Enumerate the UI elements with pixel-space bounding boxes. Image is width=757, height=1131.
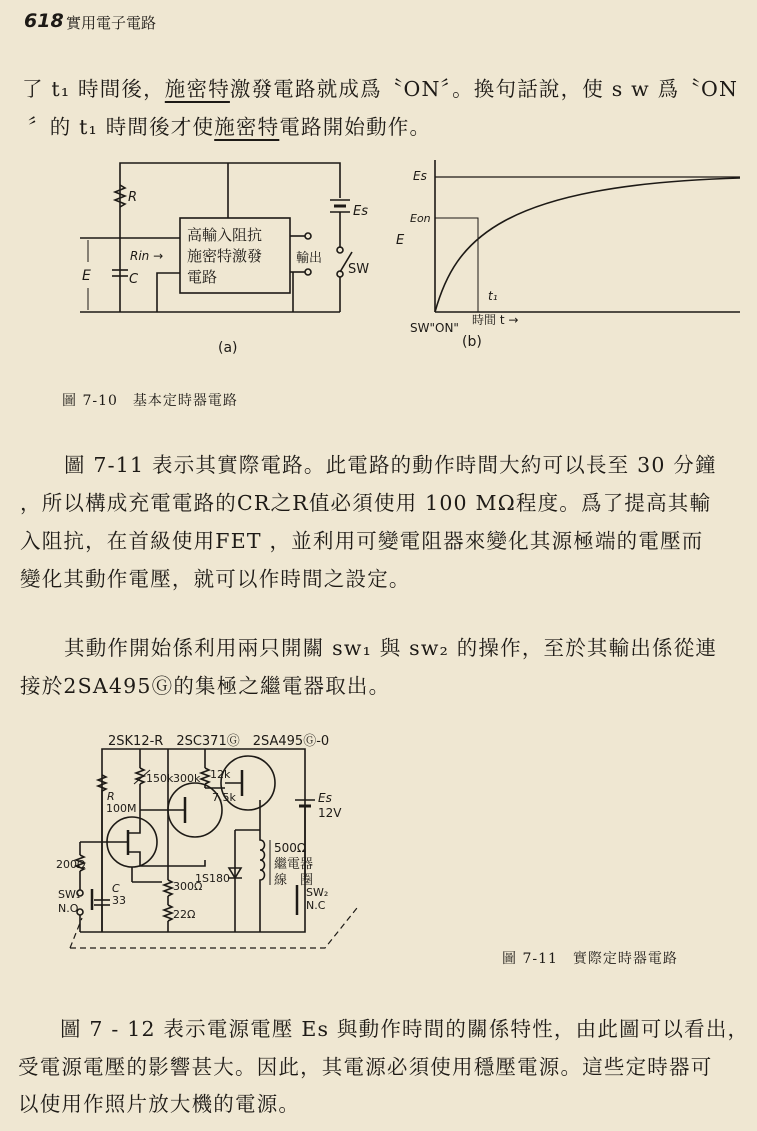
label-E: E xyxy=(396,233,405,248)
label-output: 輸出 xyxy=(296,251,323,266)
para2-line: ，所以構成充電電路的CR之R值必須使用 100 MΩ程度。爲了提高其輸 xyxy=(20,491,712,515)
label-300ohm: 300Ω xyxy=(173,880,203,893)
label-Es: Es xyxy=(318,791,332,805)
label-200ohm: 200Ω xyxy=(56,858,86,871)
para2-line: 圖 7-11 表示其實際電路。此電路的動作時間大約可以長至 30 分鐘 xyxy=(64,453,717,477)
figure-7-11-caption: 圖 7-11 實際定時器電路 xyxy=(502,951,678,967)
label-R-value: 100M xyxy=(106,802,137,815)
figure-7-10 xyxy=(0,0,757,420)
label-Eon: Eon xyxy=(410,212,431,225)
label-time-axis: 時間 t → xyxy=(472,313,519,327)
circuit-a xyxy=(80,163,369,356)
text: 了 t₁ 時間後， xyxy=(22,77,165,101)
para4-line: 圖 7 - 12 表示電源電壓 Es 與動作時間的關係特性，由此圖可以看出， xyxy=(60,1017,750,1041)
underlined-term: 施密特 xyxy=(164,77,230,101)
label-b: (b) xyxy=(462,334,482,350)
label-relay: 繼電器 xyxy=(274,857,314,872)
box-line: 電路 xyxy=(187,268,218,286)
label-Rin: Rin → xyxy=(130,249,164,263)
label-coil: 線 圈 xyxy=(274,873,314,888)
page-number: 618 xyxy=(24,10,64,32)
label-12k: 12k xyxy=(210,768,231,781)
label-300k: 300k xyxy=(173,772,201,785)
para3-line: 其動作開始係利用兩只開關 sw₁ 與 sw₂ 的操作，至於其輸出係從連 xyxy=(64,636,718,660)
label-1s180: 1S180 xyxy=(195,872,230,885)
label-22ohm: 22Ω xyxy=(173,908,196,921)
label-C-value: 33 xyxy=(112,894,126,907)
label-sw1: SW₁ xyxy=(58,888,81,901)
para2-line: 入阻抗，在首級使用FET ，並利用可變電阻器來變化其源極端的電壓而 xyxy=(20,529,704,553)
figure-7-11 xyxy=(0,720,757,970)
transistor-labels: 2SK12-R 2SC371Ⓖ 2SA495Ⓖ-0 xyxy=(108,734,330,749)
text: 〞的 t₁ 時間後才使 xyxy=(28,115,215,139)
box-line: 施密特激發 xyxy=(187,247,263,265)
figure-7-10-caption: 圖 7-10 基本定時器電路 xyxy=(62,393,238,409)
relay-coil xyxy=(260,830,265,932)
label-sw1-type: N.O xyxy=(58,902,79,915)
label-C: C xyxy=(112,882,120,895)
text: 激發電路就成爲〝ON〞。換句話說，使 s w 爲〝ON xyxy=(229,77,739,101)
label-a: (a) xyxy=(218,340,238,356)
label-7-5k: 7.5k xyxy=(212,791,236,804)
label-C: C xyxy=(129,272,139,287)
label-t1: t₁ xyxy=(488,289,498,303)
label-sw2: SW₂ xyxy=(306,886,329,899)
label-150k: 150k xyxy=(146,772,174,785)
running-title: 實用電子電路 xyxy=(66,14,157,32)
graph-b xyxy=(396,160,740,350)
label-R: R xyxy=(107,790,115,803)
charge-curve xyxy=(435,178,740,312)
para2-line: 變化其動作電壓，就可以作時間之設定。 xyxy=(20,567,411,591)
label-500ohm: 500Ω xyxy=(274,841,307,855)
label-sw: SW xyxy=(348,262,370,277)
label-Es: Es xyxy=(413,169,427,183)
label-R: R xyxy=(128,190,138,205)
label-Es-value: 12V xyxy=(318,806,342,820)
para4-line: 受電源電壓的影響甚大。因此，其電源必須使用穩壓電源。這些定時器可 xyxy=(18,1055,713,1079)
para4-line: 以使用作照片放大機的電源。 xyxy=(18,1092,301,1116)
box-line: 高輸入阻抗 xyxy=(187,226,263,244)
label-sw-on: SW"ON" xyxy=(410,321,459,335)
label-Es: Es xyxy=(353,204,368,219)
underlined-term: 施密特 xyxy=(214,115,280,139)
label-E: E xyxy=(82,268,91,284)
label-sw2-type: N.C xyxy=(306,899,326,912)
text: 電路開始動作。 xyxy=(279,115,432,139)
para3-line: 接於2SA495Ⓖ的集極之繼電器取出。 xyxy=(20,674,391,698)
